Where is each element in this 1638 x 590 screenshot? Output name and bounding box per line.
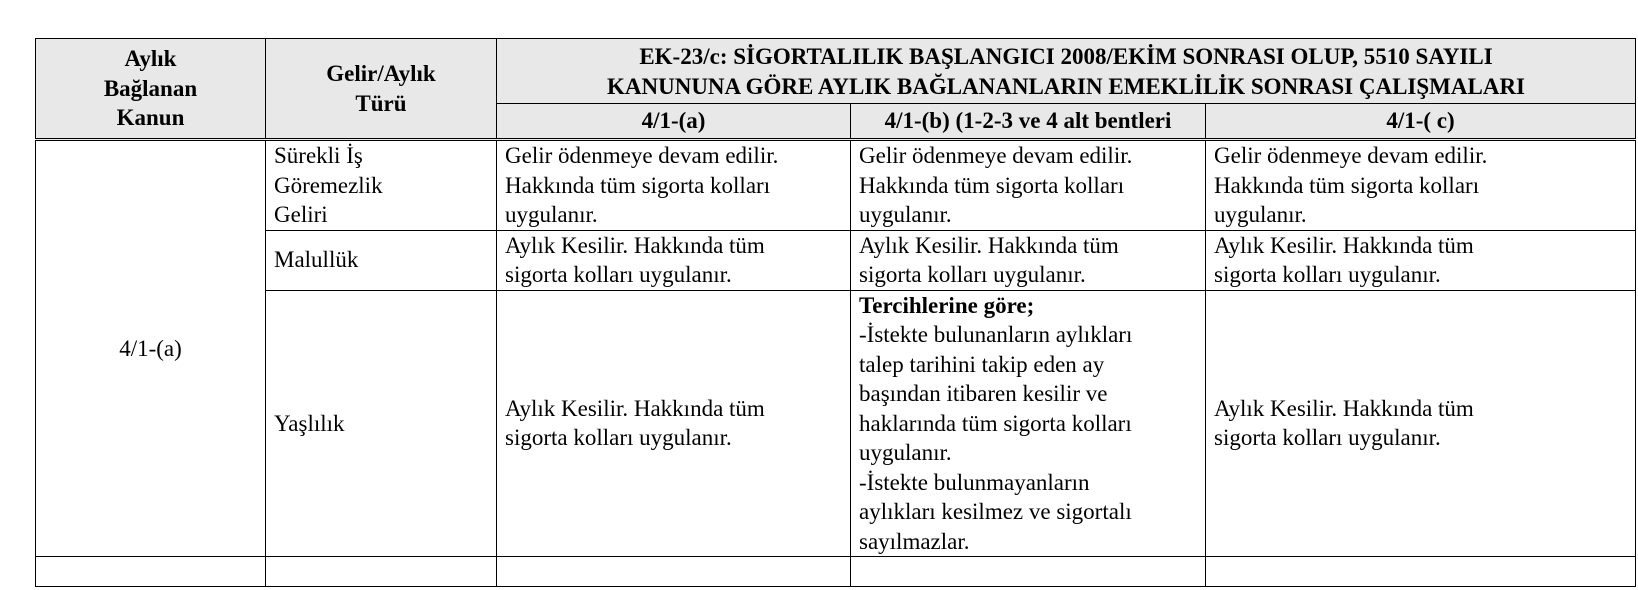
cell-line: sayılmazlar. — [859, 528, 970, 554]
empty-cell — [266, 557, 497, 587]
cell-line: aylıkları kesilmez ve sigortalı — [859, 499, 1132, 524]
cell-line: Aylık Kesilir. Hakkında tüm — [1214, 232, 1474, 258]
cell-line: Gelir ödenmeye devam edilir. — [505, 143, 779, 168]
header-col1-line: Bağlanan — [103, 75, 198, 101]
cell-line: Hakkında tüm sigorta kolları — [859, 172, 1125, 198]
header-gelir-aylik-turu — [266, 39, 497, 140]
cell-line: başından itibaren kesilir ve — [859, 381, 1108, 406]
header-sub-4-1-b: 4/1-(b) (1-2-3 ve 4 alt bentleri — [851, 104, 1206, 140]
header-title-line: KANUNUNA GÖRE AYLIK BAĞLANANLARIN EMEKLİLİK SONRASI ÇALIŞMALARI — [606, 73, 1526, 99]
cell-line: Geliri — [274, 202, 328, 227]
cell-line: Aylık Kesilir. Hakkında tüm — [505, 395, 765, 421]
cell-line: haklarında tüm sigorta kolları — [859, 410, 1132, 436]
table-row-partial — [36, 557, 1636, 587]
type-cell-yaslilik: Yaşlılık — [266, 290, 497, 557]
cell-line: uygulanır. — [859, 440, 952, 465]
header-sub-4-1-c: 4/1-( c) — [1206, 104, 1636, 140]
cell-surekli-b — [851, 140, 1206, 231]
header-col2-line: Gelir/Aylık — [326, 61, 436, 86]
cell-yaslilik-b — [851, 290, 1206, 557]
header-sub-4-1-a: 4/1-(a) — [497, 104, 851, 140]
cell-line: uygulanır. — [505, 202, 598, 227]
table-row — [36, 290, 1636, 557]
cell-line: Göremezlik — [274, 172, 383, 198]
cell-line: sigorta kolları uygulanır. — [1214, 262, 1441, 287]
cell-line: Aylık Kesilir. Hakkında tüm — [505, 232, 765, 258]
cell-line: Gelir ödenmeye devam edilir. — [859, 143, 1133, 168]
cell-line: uygulanır. — [1214, 202, 1307, 227]
table-row — [36, 230, 1636, 290]
empty-cell — [1206, 557, 1636, 587]
cell-line: sigorta kolları uygulanır. — [505, 425, 732, 451]
cell-line: sigorta kolları uygulanır. — [505, 262, 732, 287]
cell-line: sigorta kolları uygulanır. — [859, 262, 1086, 287]
cell-line: Hakkında tüm sigorta kolları — [505, 172, 771, 198]
header-col1-line: Aylık — [124, 46, 177, 72]
header-main-title — [497, 39, 1636, 104]
cell-surekli-c — [1206, 140, 1636, 231]
table-row — [36, 140, 1636, 231]
pension-work-table — [35, 38, 1636, 587]
cell-line: Aylık Kesilir. Hakkında tüm — [859, 232, 1119, 258]
cell-line: -İstekte bulunanların aylıkları — [859, 322, 1133, 347]
cell-line: Gelir ödenmeye devam edilir. — [1214, 143, 1488, 168]
cell-line: Hakkında tüm sigorta kolları — [1214, 172, 1480, 198]
cell-line: Sürekli İş — [274, 143, 363, 168]
header-col1-line: Kanun — [116, 105, 185, 131]
type-cell-surekli — [266, 140, 497, 231]
cell-heading: Tercihlerine göre; — [859, 292, 1035, 318]
group-label-cell: 4/1-(a) — [36, 140, 266, 557]
cell-line: -İstekte bulunmayanların — [859, 469, 1090, 495]
cell-malulluk-b — [851, 230, 1206, 290]
cell-yaslilik-a — [497, 290, 851, 557]
cell-yaslilik-c — [1206, 290, 1636, 557]
type-cell-malulluk: Malullük — [266, 230, 497, 290]
cell-line: talep tarihini takip eden ay — [859, 351, 1105, 377]
cell-line: Aylık Kesilir. Hakkında tüm — [1214, 395, 1474, 421]
header-col2-line: Türü — [355, 90, 407, 116]
cell-line: uygulanır. — [859, 202, 952, 227]
cell-malulluk-a — [497, 230, 851, 290]
empty-cell — [36, 557, 266, 587]
header-title-line: EK-23/c: SİGORTALILIK BAŞLANGICI 2008/EKİM SONRASI OLUP, 5510 SAYILI — [639, 44, 1493, 69]
empty-cell — [497, 557, 851, 587]
cell-surekli-a — [497, 140, 851, 231]
cell-malulluk-c — [1206, 230, 1636, 290]
empty-cell — [851, 557, 1206, 587]
cell-line: sigorta kolları uygulanır. — [1214, 425, 1441, 451]
header-aylik-baglanan-kanun — [36, 39, 266, 140]
